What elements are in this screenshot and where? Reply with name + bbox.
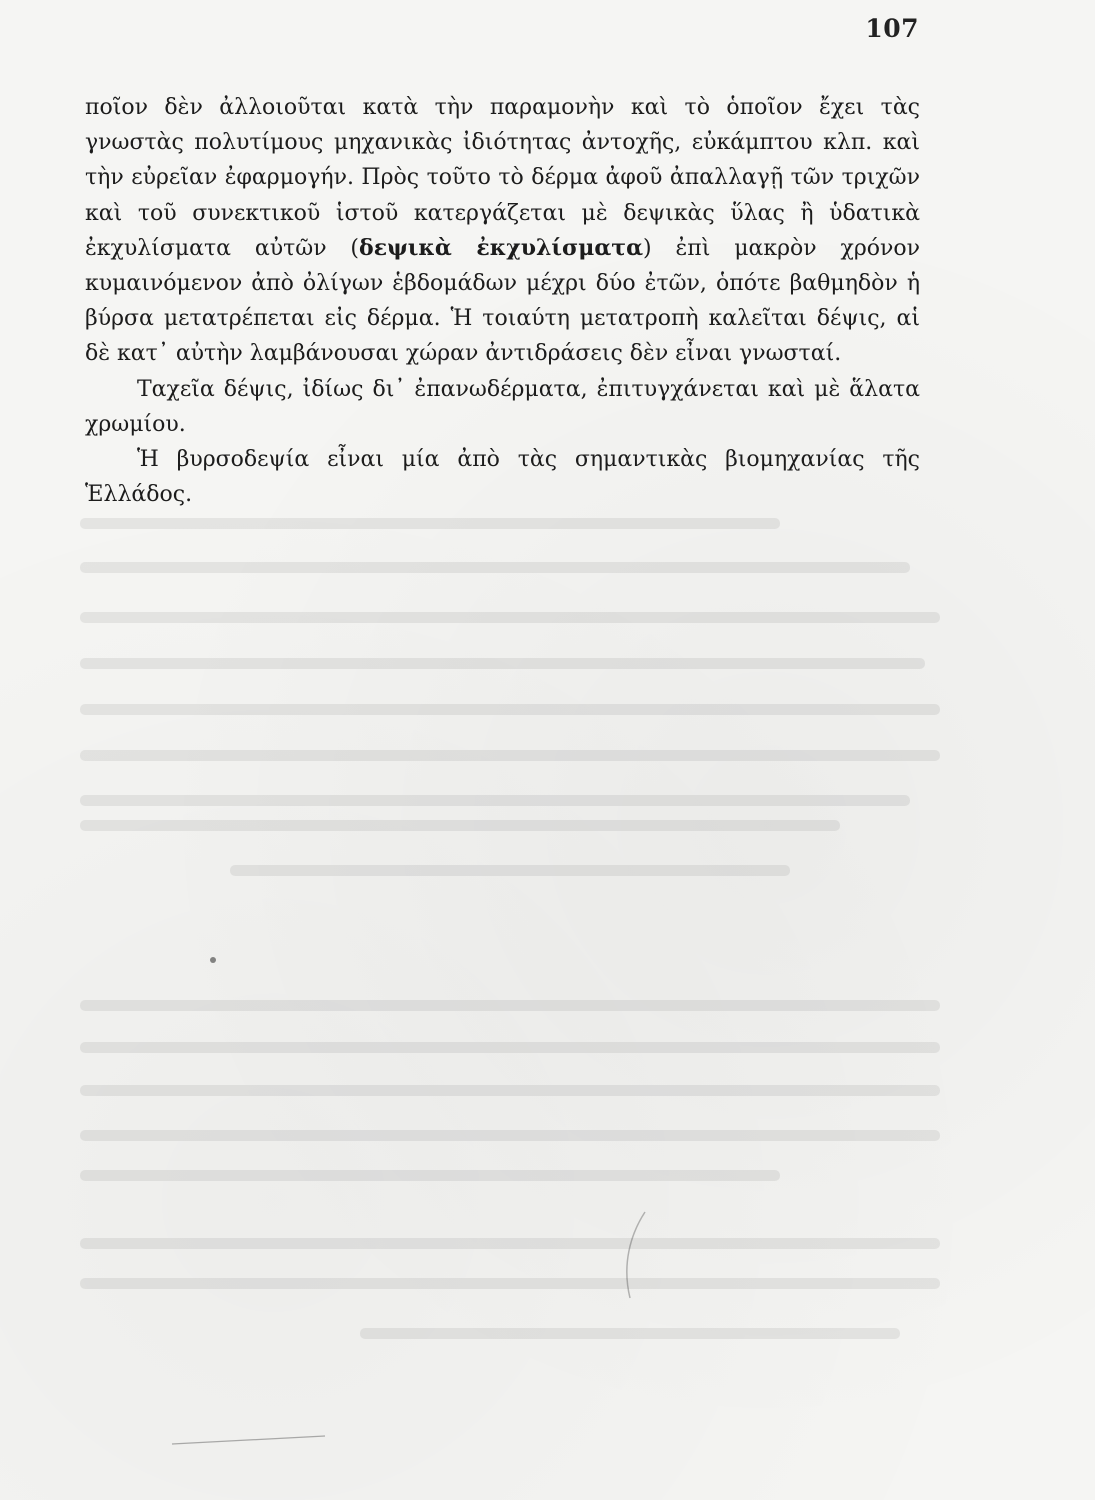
paragraph-text: ) ἐπὶ μακρὸν χρόνον κυμαινόμενον ἀπὸ ὀλίγων ἑβδομάδων μέχρι δύο ἐτῶν, ὁπότε βαθμηδὸν ἡ βύρσα μετατρέπεται εἰς δέρμα. Ἡ τοιαύτη μετατροπὴ καλεῖται δέψις, αἱ δὲ κατ᾽ αὐτὴν λαμβάνουσαι χώραν ἀντιδράσεις δὲν εἶναι γνωσταί. — [85, 235, 920, 367]
show-through-from-reverse-page — [80, 510, 940, 1400]
paragraph-tanning-process — [85, 90, 920, 372]
bold-term-tanning-extracts: δεψικὰ ἐκχυλίσματα — [359, 234, 644, 261]
ink-dot — [208, 955, 218, 965]
paragraph-chrome-tanning: Ταχεῖα δέψις, ἰδίως δι᾽ ἐπανωδέρματα, ἐπιτυγχάνεται καὶ μὲ ἅλατα χρωμίου. — [85, 376, 920, 437]
paragraph-tanning-industry: Ἡ βυρσοδεψία εἶναι μία ἀπὸ τὰς σημαντικὰς βιομηχανίας τῆς Ἑλλάδος. — [85, 447, 920, 508]
pencil-mark — [600, 1210, 660, 1300]
page-number: 107 — [865, 14, 919, 43]
pencil-underline-mark — [170, 1428, 330, 1448]
paragraph-text: ποῖον δὲν ἀλλοιοῦται κατὰ τὴν παραμονὴν καὶ τὸ ὁποῖον ἔχει τὰς γνωστὰς πολυτίμους μηχανικὰς ἰδιότητας ἀντοχῆς, εὐκάμπτου κλπ. καὶ τὴν εὐρεῖαν ἐφαρμογήν. Πρὸς τοῦτο τὸ δέρμα ἀφοῦ ἀπαλλαγῇ τῶν τριχῶν καὶ τοῦ συνεκτικοῦ ἱστοῦ κατεργάζεται μὲ δεψικὰς ὕλας ἢ ὑδατικὰ ἐκχυλίσματα αὐτῶν ( — [85, 95, 920, 261]
body-text — [85, 90, 920, 512]
